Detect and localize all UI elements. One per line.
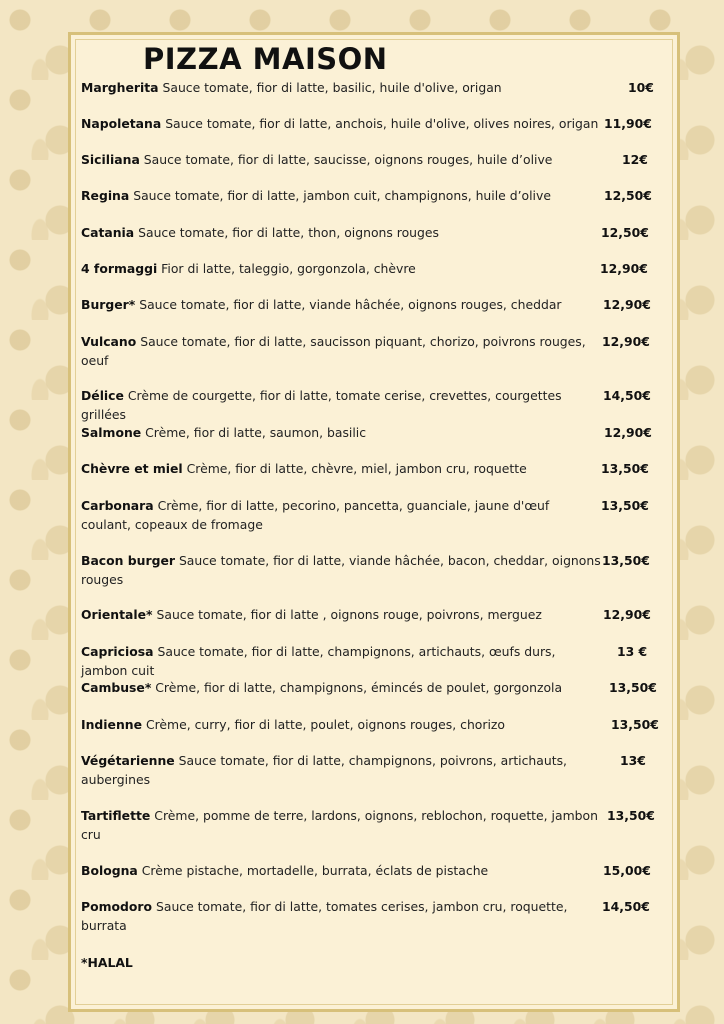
item-description: Sauce tomate, fior di latte, champignons, poivrons, artichauts, aubergines — [81, 753, 567, 787]
item-description: Crème pistache, mortadelle, burrata, éclats de pistache — [141, 863, 489, 878]
item-name: Orientale* — [81, 607, 153, 622]
item-price: 13,50€ — [602, 553, 650, 568]
item-price: 11,90€ — [604, 116, 652, 131]
item-name: Chèvre et miel — [81, 461, 183, 476]
item-price: 12€ — [622, 152, 648, 167]
item-price: 12,90€ — [603, 607, 651, 622]
item-name: Pomodoro — [81, 899, 153, 914]
item-name: Catania — [81, 225, 135, 240]
item-price: 14,50€ — [602, 899, 650, 914]
item-price: 10€ — [628, 80, 654, 95]
item-name: Tartiflette — [81, 808, 151, 823]
menu-item-vulcano — [81, 333, 601, 370]
item-price: 13€ — [620, 753, 646, 768]
item-price: 13 € — [617, 644, 648, 659]
item-price: 13,50€ — [607, 808, 655, 823]
menu-item-catania — [81, 224, 601, 243]
item-name: Margherita — [81, 80, 159, 95]
menu-item-regina — [81, 187, 601, 206]
item-description: Sauce tomate, fior di latte, viande hâchée, oignons rouges, cheddar — [139, 297, 562, 312]
item-description: Crème, fior di latte, saumon, basilic — [145, 425, 367, 440]
item-description: Sauce tomate, fior di latte, anchois, huile d'olive, olives noires, origan — [165, 116, 599, 131]
item-name: Délice — [81, 388, 124, 403]
item-price: 12,50€ — [604, 188, 652, 203]
item-description: Crème, fior di latte, champignons, émincés de poulet, gorgonzola — [155, 680, 563, 695]
item-name: Regina — [81, 188, 130, 203]
halal-footnote: *HALAL — [81, 955, 133, 970]
item-name: Bologna — [81, 863, 138, 878]
item-description: Sauce tomate, fior di latte, saucisse, oignons rouges, huile d’olive — [143, 152, 553, 167]
item-description: Crème, curry, fior di latte, poulet, oignons rouges, chorizo — [145, 717, 505, 732]
item-name: Napoletana — [81, 116, 162, 131]
item-name: Siciliana — [81, 152, 140, 167]
item-name: Burger* — [81, 297, 136, 312]
menu-item-bologna — [81, 862, 601, 881]
item-price: 12,90€ — [604, 425, 652, 440]
item-name: Salmone — [81, 425, 142, 440]
menu-item-chevre-et-miel — [81, 460, 601, 479]
item-price: 13,50€ — [601, 461, 649, 476]
item-description: Sauce tomate, fior di latte, thon, oignons rouges — [138, 225, 439, 240]
item-price: 13,50€ — [601, 498, 649, 513]
item-price: 13,50€ — [611, 717, 659, 732]
menu-item-margherita — [81, 79, 601, 98]
item-price: 12,90€ — [603, 297, 651, 312]
item-price: 12,90€ — [602, 334, 650, 349]
item-description: Sauce tomate, fior di latte, viande hâchée, bacon, cheddar, oignons rouges — [81, 553, 601, 587]
item-description: Crème, fior di latte, chèvre, miel, jambon cru, roquette — [186, 461, 527, 476]
item-name: Indienne — [81, 717, 142, 732]
item-description: Sauce tomate, fior di latte, tomates cerises, jambon cru, roquette, burrata — [81, 899, 568, 933]
item-price: 13,50€ — [609, 680, 657, 695]
item-name: Végétarienne — [81, 753, 175, 768]
item-price: 12,50€ — [601, 225, 649, 240]
menu-item-carbonara — [81, 497, 601, 534]
item-name: Bacon burger — [81, 553, 175, 568]
menu-item-pomodoro — [81, 898, 601, 935]
item-name: Cambuse* — [81, 680, 152, 695]
item-description: Sauce tomate, fior di latte, jambon cuit, champignons, huile d’olive — [133, 188, 551, 203]
menu-item-capriciosa — [81, 643, 601, 680]
item-name: Vulcano — [81, 334, 137, 349]
menu-item-tartiflette — [81, 807, 601, 844]
item-price: 14,50€ — [603, 388, 651, 403]
menu-item-delice — [81, 387, 601, 424]
menu-item-4-formaggi — [81, 260, 601, 279]
item-price: 15,00€ — [603, 863, 651, 878]
menu-item-vegetarienne — [81, 752, 601, 789]
item-description: Fior di latte, taleggio, gorgonzola, chèvre — [161, 261, 416, 276]
page-title: PIZZA MAISON — [143, 42, 388, 76]
item-price: 12,90€ — [600, 261, 648, 276]
item-name: 4 formaggi — [81, 261, 158, 276]
menu-item-burger — [81, 296, 601, 315]
menu-item-indienne — [81, 716, 601, 735]
item-description: Sauce tomate, fior di latte, champignons, artichauts, œufs durs, jambon cuit — [81, 644, 556, 678]
item-description: Sauce tomate, fior di latte , oignons rouge, poivrons, merguez — [156, 607, 542, 622]
menu-item-bacon-burger — [81, 552, 601, 589]
menu-item-cambuse — [81, 679, 601, 698]
menu-item-napoletana — [81, 115, 601, 134]
item-name: Carbonara — [81, 498, 154, 513]
menu-item-salmone — [81, 424, 601, 443]
menu-item-orientale — [81, 606, 601, 625]
item-name: Capriciosa — [81, 644, 154, 659]
item-description: Crème, fior di latte, pecorino, pancetta, guanciale, jaune d'œuf coulant, copeaux de fromage — [81, 498, 550, 532]
item-description: Sauce tomate, fior di latte, saucisson piquant, chorizo, poivrons rouges, oeuf — [81, 334, 586, 368]
item-description: Crème, pomme de terre, lardons, oignons, reblochon, roquette, jambon cru — [81, 808, 598, 842]
item-description: Crème de courgette, fior di latte, tomate cerise, crevettes, courgettes grillées — [81, 388, 562, 422]
menu-item-siciliana — [81, 151, 601, 170]
item-description: Sauce tomate, fior di latte, basilic, huile d'olive, origan — [162, 80, 502, 95]
